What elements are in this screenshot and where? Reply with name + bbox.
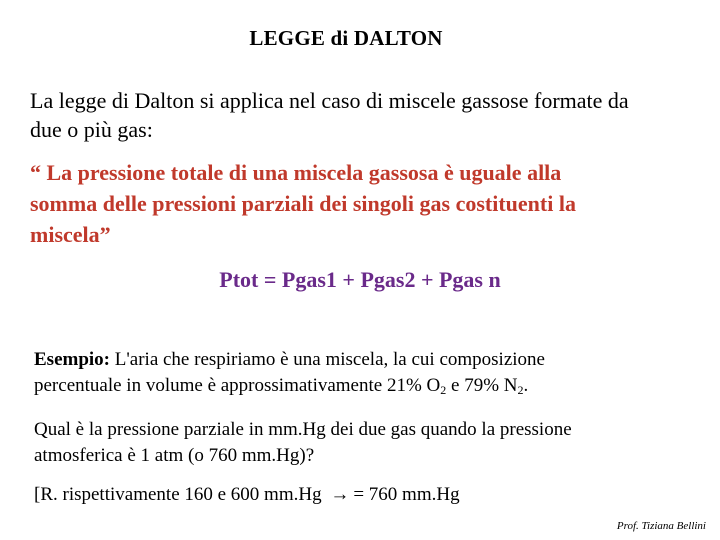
question-line: Qual è la pressione parziale in mm.Hg dei due gas quando la pressione [34,419,572,440]
example-text: . [523,375,529,396]
question-line: atmosferica è 1 atm (o 760 mm.Hg)? [34,445,315,466]
intro-paragraph [30,86,700,144]
intro-line: due o più gas: [30,117,153,142]
page-title: LEGGE di DALTON [249,26,443,50]
answer-text: [R. rispettivamente 160 e 600 mm.Hg [34,484,322,505]
intro-line: La legge di Dalton si applica nel caso di miscele gassose formate da [30,88,629,113]
dalton-formula: Ptot = Pgas1 + Pgas2 + Pgas n [219,267,501,292]
answer-line [34,482,694,508]
author-credit: Prof. Tiziana Bellini [616,520,706,532]
quote-line: miscela” [30,222,111,247]
n2-subscript: 2 [517,383,524,397]
example-text: e 79% N [446,375,518,396]
question-paragraph [34,417,694,469]
quote-line: “ La pressione totale di una miscela gassosa è uguale alla [30,160,562,185]
example-line [34,347,694,373]
quote-line: somma delle pressioni parziali dei singoli gas costituenti la [30,191,576,216]
example-text: percentuale in volume è approssimativamente 21% O [34,375,441,396]
example-text: L'aria che respiriamo è una miscela, la cui composizione [110,349,545,370]
example-paragraph [34,347,694,399]
right-arrow-icon: → [330,484,350,505]
o2-subscript: 2 [440,383,447,397]
answer-total: = 760 mm.Hg [353,484,460,505]
example-line [34,373,694,399]
example-label: Esempio: [34,349,110,370]
law-statement-quote [30,157,700,250]
